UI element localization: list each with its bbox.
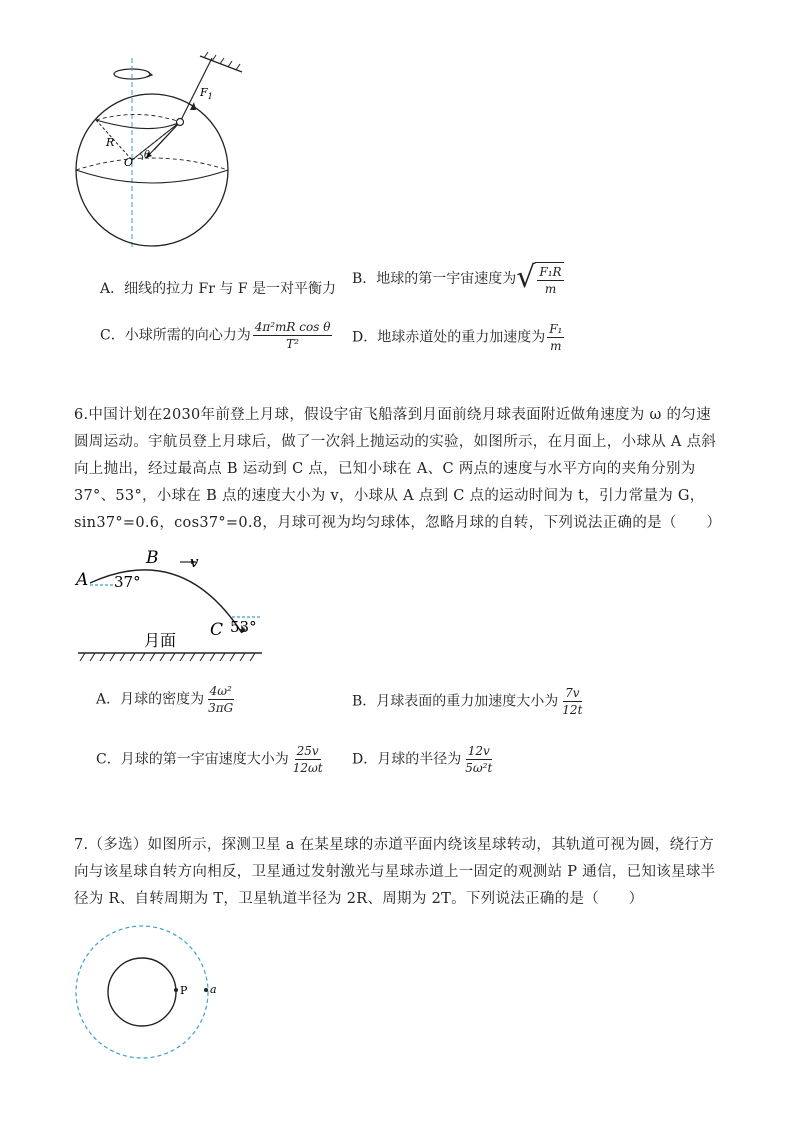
q6-option-c-fraction — [291, 744, 325, 775]
q6-option-c-num: 25v — [296, 744, 319, 758]
q6-option-a-num: 4ω² — [209, 684, 232, 698]
sphere-outline — [76, 94, 228, 246]
r-label: R — [106, 136, 115, 149]
q5-option-b[interactable] — [352, 262, 564, 296]
q7-stem: 7.（多选）如图所示，探测卫星 a 在某星球的赤道平面内绕该星球转动，其轨道可视为圆，绕行方向与该星球自转方向相反，卫星通过发射激光与星球赤道上一固定的观测站 P 通信，已知该星球半径为 R、自转周期为 T，卫星轨道半径为 2R、周期为 2T。下列说法正确的是（ ） — [74, 837, 716, 907]
sphere-figure — [70, 50, 250, 250]
q6-option-d[interactable] — [352, 744, 494, 775]
q5-option-c-fraction — [253, 320, 333, 351]
velocity-v-label: v — [190, 553, 199, 571]
q5-option-c-den: T² — [286, 337, 299, 351]
f1-label: $F_1$ — [200, 86, 213, 101]
satellite-a-dot — [204, 988, 208, 992]
q5-option-d-text: D．地球赤道处的重力加速度为 — [352, 329, 546, 346]
q5-option-d-fraction — [547, 322, 564, 353]
q6-option-c-text: C．月球的第一宇宙速度大小为 — [96, 751, 289, 768]
projectile-figure — [72, 545, 272, 665]
q5-option-b-text: B．地球的第一宇宙速度为 — [352, 271, 517, 287]
point-b-label: B — [146, 548, 159, 568]
q6-option-b-fraction — [560, 686, 584, 717]
q6-option-b-text: B．月球表面的重力加速度大小为 — [352, 693, 559, 710]
q5-option-b-den: m — [544, 282, 557, 296]
q6-option-a-fraction — [206, 684, 235, 715]
q6-option-a-text: A．月球的密度为 — [96, 691, 205, 708]
q6-stem: 6.中国计划在2030年前登上月球，假设宇宙飞船落到月面前绕月球表面附近做角速度为 ω 的匀速圆周运动。宇航员登上月球后，做了一次斜上抛运动的实验，如图所示，在月面上，小球从 A 点斜向上抛出，经过最高点 B 运动到 C 点，已知小球在 A、C 两点的速度与水平方向的夹角分别为 37°、53°，小球在 B 点的速度大小为 v，小球从 A 点到 C 点的运动时间为 t，引力常量为 G，sin37°=0.6，cos37°=0.8，月球可视为均匀球体，忽略月球的自转，下列说法正确的是（ ） — [74, 407, 722, 531]
q5-option-c[interactable] — [100, 320, 332, 351]
satellite-a-label: a — [210, 983, 217, 996]
q6-option-a[interactable] — [96, 684, 235, 715]
q6-option-a-den: 3πG — [208, 701, 234, 715]
theta-label: θ — [144, 150, 151, 161]
q5-option-c-text: C．小球所需的向心力为 — [100, 327, 251, 344]
q6-option-c-den: 12ωt — [292, 761, 323, 775]
o-label: O — [124, 156, 134, 169]
q6-option-b-num: 7v — [565, 686, 580, 700]
q6-option-d-num: 12v — [467, 744, 490, 758]
q6-option-d-fraction — [463, 744, 494, 775]
q5-option-c-num: 4π²mR cos θ — [254, 320, 331, 334]
station-p-dot — [174, 988, 178, 992]
q6-option-b-den: 12t — [562, 703, 583, 717]
q5-option-d-den: m — [550, 339, 562, 353]
point-a-label: A — [76, 570, 89, 590]
q5-option-d[interactable] — [352, 322, 564, 353]
q6-option-c[interactable] — [96, 744, 325, 775]
angle-53-label: 53° — [230, 618, 257, 636]
q5-option-d-num: F₁ — [549, 322, 563, 336]
q5-option-b-sqrt: √ $\frac{\text{F₁R}}{m}$ — [516, 260, 562, 296]
satellite-orbit — [76, 926, 208, 1058]
angle-37-label: 37° — [114, 573, 141, 591]
q6-option-d-den: 5ω²t — [465, 761, 493, 775]
q5-option-a[interactable]: A．细线的拉力 Fr 与 F 是一对平衡力 — [100, 281, 337, 297]
point-c-label: C — [210, 620, 224, 640]
moon-surface-label: 月面 — [144, 631, 177, 650]
planet-outline — [108, 958, 176, 1026]
q6-option-d-text: D．月球的半径为 — [352, 751, 462, 768]
q5-option-b-num: F₁R — [539, 265, 562, 279]
q6-option-b[interactable] — [352, 686, 584, 717]
station-p-label: P — [180, 984, 188, 997]
orbit-figure — [74, 924, 217, 1064]
